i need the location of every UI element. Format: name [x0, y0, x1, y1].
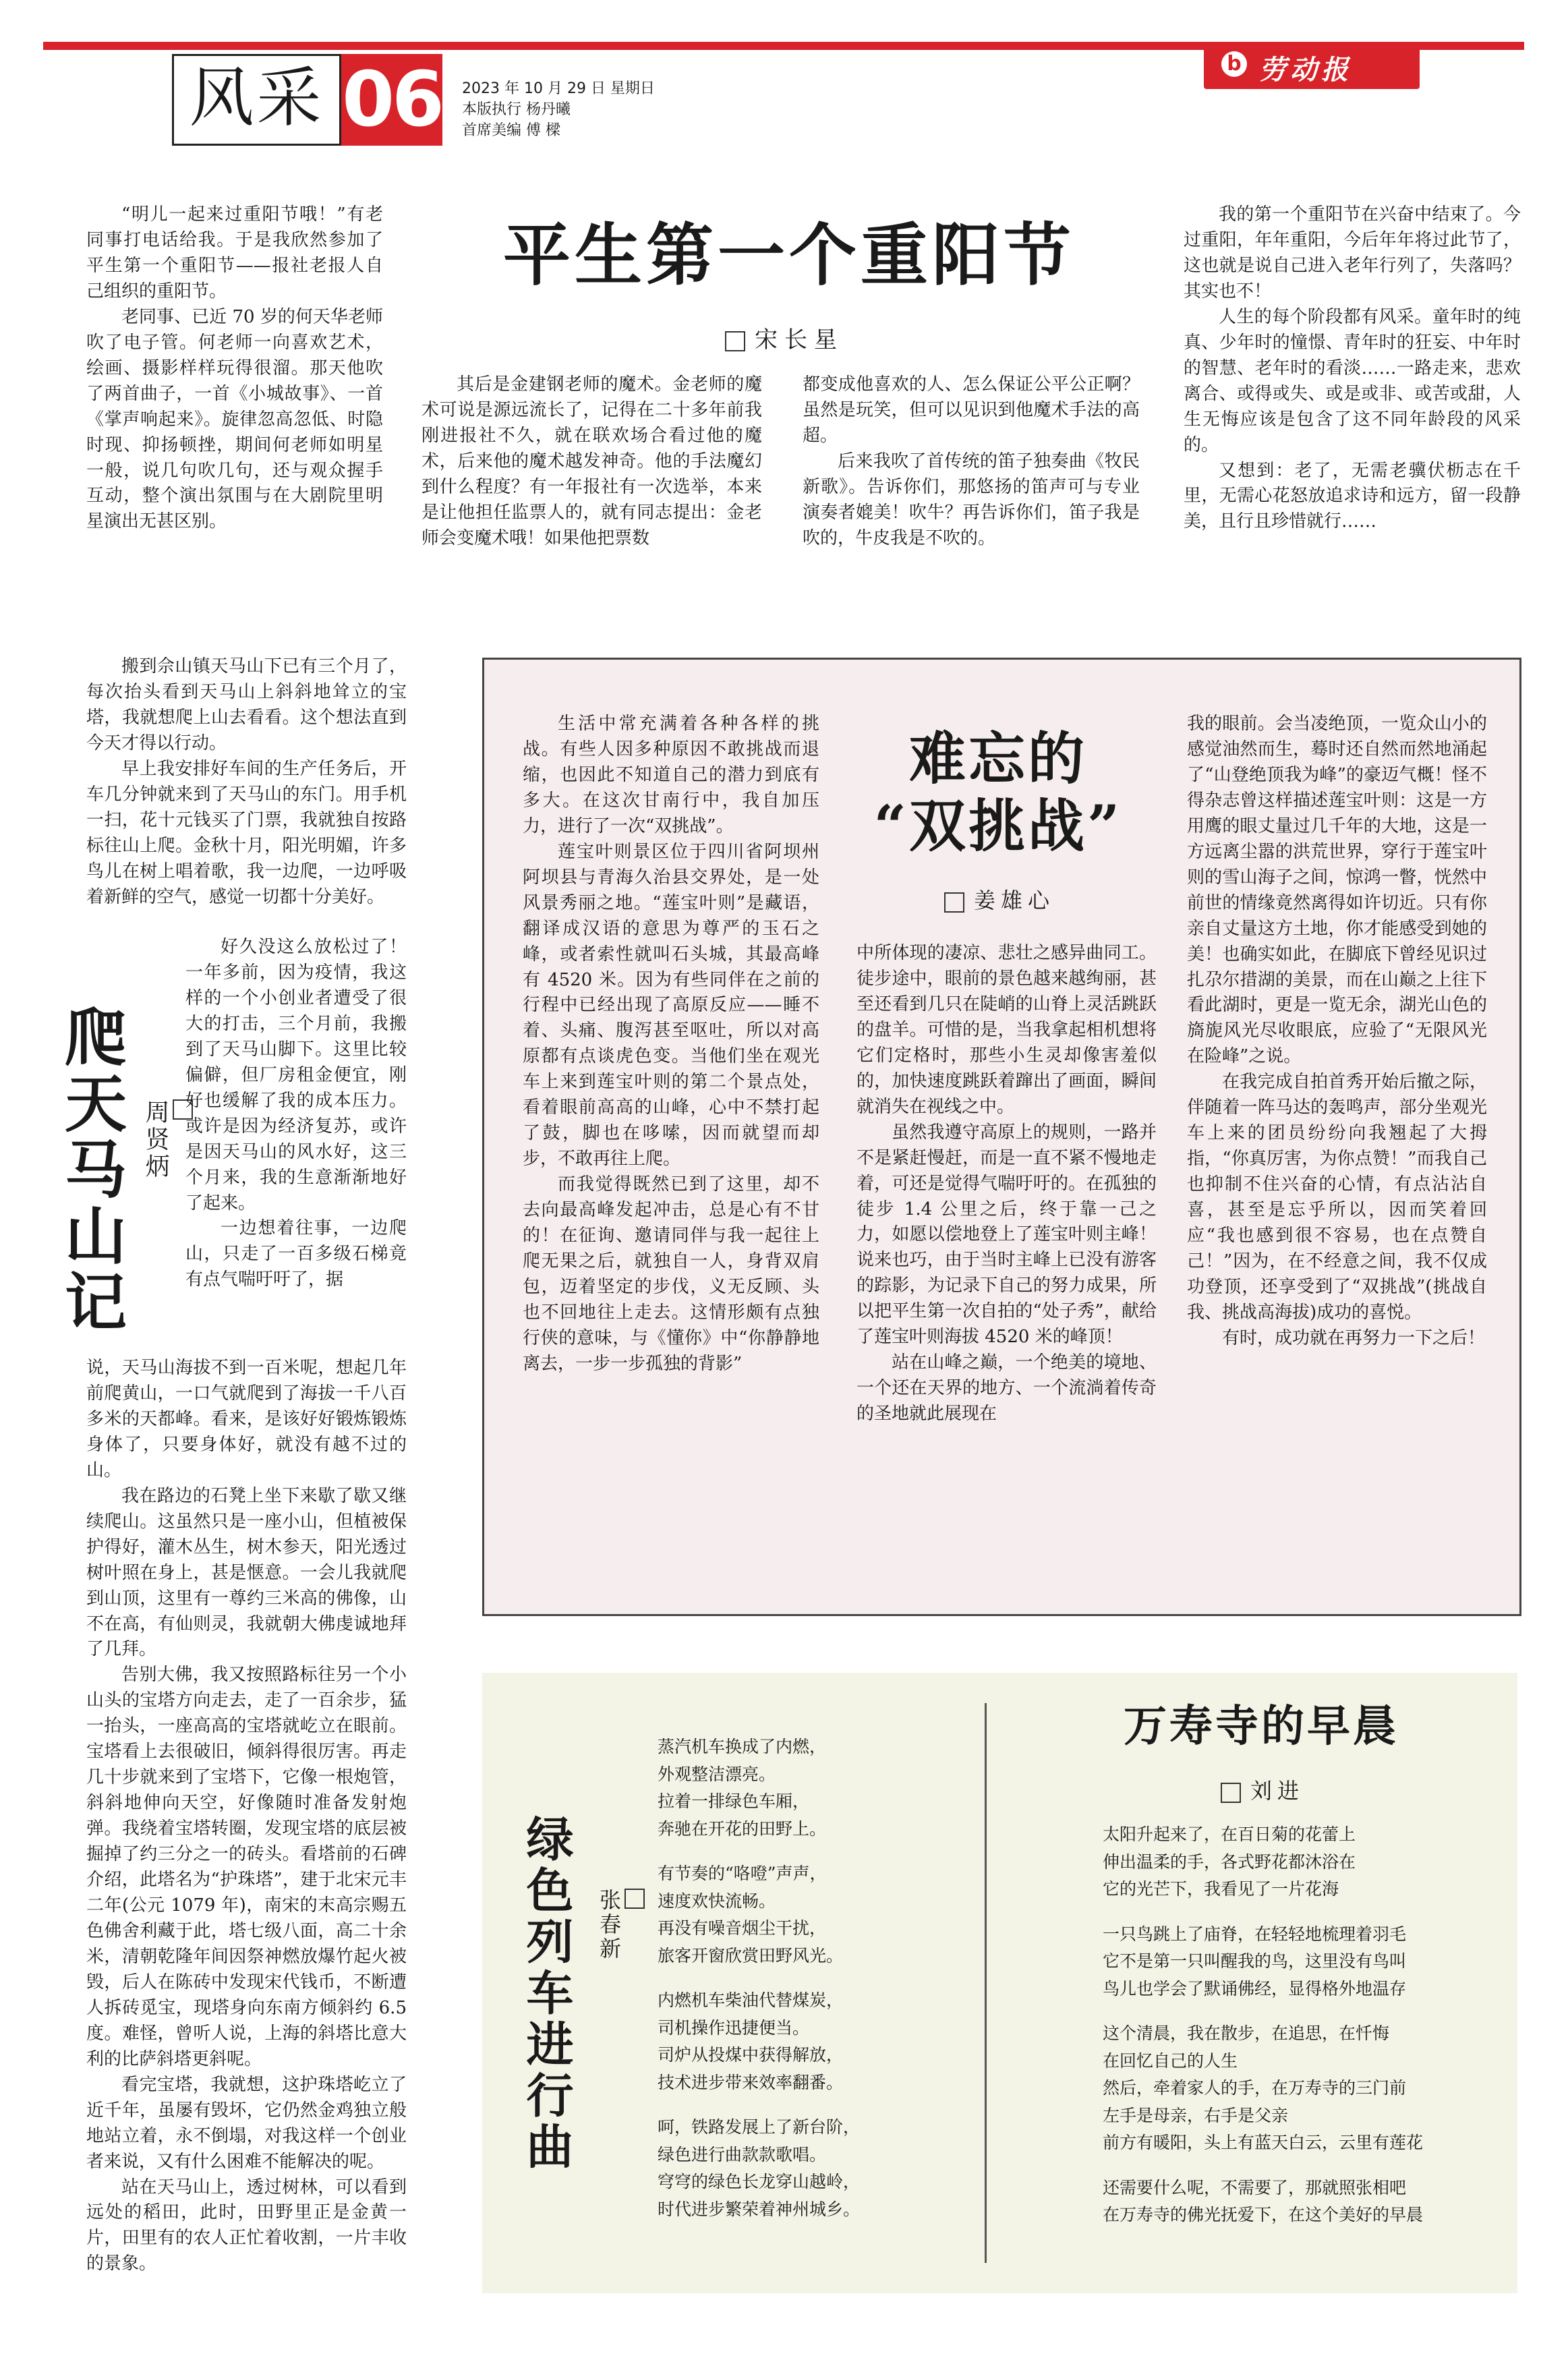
article3-col2 — [856, 941, 1157, 1427]
byline-box-icon — [1221, 1783, 1241, 1803]
stanza: 有节奏的“咯噔”声声， 速度欢快流畅。 再没有噪音烟尘干扰， 旅客开窗欣赏田野风光。 — [658, 1864, 844, 1965]
byline-box-icon — [725, 331, 745, 351]
paragraph: 又想到：老了，无需老骥伏枥志在千里，无需心花怒放追求诗和远方，留一段静美，且行且珍惜就行…… — [1184, 460, 1521, 532]
paragraph: 莲宝叶则景区位于四川省阿坝州阿坝县与青海久治县交界处，是一处风景秀丽之地。“莲宝叶则”是藏语，翻译成汉语的意思为尊严的玉石之峰，或者索性就叫石头城，其最高峰有 4520 米。因为有些同伴在之前的行程中已经出现了高原反应——睡不着、头痛、腹泻甚至呕吐，所以对高原都有点谈虎色变。当他们坐在观光车上来到莲宝叶则的第二个景点处，看着眼前高高的山峰，心中不禁打起了鼓，脚也在哆嗦，因而就望而却步，不敢再往上爬。 — [523, 841, 819, 1170]
article1-col4 — [1184, 202, 1521, 535]
article3-col3 — [1187, 712, 1487, 1352]
article3-byline — [944, 884, 1055, 915]
paragraph: 早上我安排好车间的生产任务后，开车几分钟就来到了天马山的东门。用手机一扫，花十元钱买了门票，我就独自按路标往山上爬。金秋十月，阳光明媚，许多鸟儿在树上唱着歌，我一边爬，一边呼吸着新鲜的空气，感觉一切都十分美好。 — [86, 758, 407, 907]
editor-credit: 本版执行 杨丹曦 — [462, 101, 571, 118]
article1-col1 — [86, 202, 383, 535]
article4-author: 张春新 — [596, 1889, 622, 1961]
article3-title-line2: “双挑战” — [873, 793, 1123, 859]
paragraph: 虽然我遵守高原上的规则，一路并不是紧赶慢赶，而是一直不紧不慢地走着，可还是觉得气喘吁吁的。在孤独的徒步 1.4 公里之后，终于靠一己之力，如愿以偿地登上了莲宝叶则主峰！说来也巧，由于当时主峰上已没有游客的踪影，为记录下自己的努力成果，所以把平生第一次自拍的“处子秀”，献给了莲宝叶则海拔 4520 米的峰顶！ — [856, 1122, 1157, 1348]
article5-poem — [1103, 1821, 1494, 2247]
paragraph: 说，天马山海拔不到一百米呢，想起几年前爬黄山，一口气就爬到了海拔一千八百多米的天都峰。看来，是该好好锻炼锻炼身体了，只要身体好，就没有越不过的山。 — [86, 1358, 407, 1481]
article2-title: 爬天马山记 — [55, 1005, 127, 1335]
stanza: 一只鸟跳上了庙脊，在轻轻地梳理着羽毛 它不是第一只叫醒我的鸟，这里没有鸟叫 鸟儿也学会了默诵佛经，显得格外地温存 — [1103, 1924, 1407, 1999]
paragraph: 生活中常充满着各种各样的挑战。有些人因多种原因不敢挑战而退缩，也因此不知道自己的潜力到底有多大。在这次甘南行中，我自加压力，进行了一次“双挑战”。 — [523, 714, 819, 836]
stanza: 这个清晨，我在散步，在追思，在忏悔 在回忆自己的人生 然后，牵着家人的手，在万寿寺的三门前 左手是母亲，右手是父亲 前方有暖阳，头上有蓝天白云，云里有莲花 — [1103, 2023, 1424, 2152]
issue-date: 2023 年 10 月 29 日 星期日 — [462, 80, 655, 97]
paragraph: “明儿一起来过重阳节哦！”有老同事打电话给我。于是我欣然参加了平生第一个重阳节——报社老报人自己组织的重阳节。 — [86, 204, 383, 301]
stanza: 太阳升起来了，在百日菊的花蕾上 伸出温柔的手，各式野花都沐浴在 它的光芒下，我看见了一片花海 — [1103, 1825, 1356, 1899]
page-number: 06 — [341, 54, 442, 146]
paragraph: 站在天马山上，透过树林，可以看到远处的稻田，此时，田野里正是金黄一片，田里有的农人正忙着收割，一片丰收的景象。 — [86, 2177, 407, 2274]
article2-author: 周贤炳 — [142, 1099, 169, 1180]
stanza: 呵，铁路发展上了新台阶， 绿色进行曲款款歌唱。 穹穹的绿色长龙穿山越岭， 时代进步繁荣着神州城乡。 — [658, 2117, 861, 2219]
paragraph: 我的第一个重阳节在兴奋中结束了。今过重阳，年年重阳，今后年年将过此节了，这也就是说自己进入老年行列了，失落吗？其实也不！ — [1184, 204, 1521, 301]
article1-col3 — [803, 372, 1140, 552]
logo-mark-icon: b — [1221, 51, 1247, 77]
paragraph: 在我完成自拍首秀开始后撤之际，伴随着一阵马达的轰鸣声，部分坐观光车上来的团员纷纷向我翘起了大拇指，“你真厉害，为你点赞！”而我自己也抑制不住兴奋的心情，有点沾沾自喜，甚至是忘乎所以，因而笑着回应“我也感到很不容易，也在点赞自己！”因为，在不经意之间，我不仅成功登顶，还享受到了“双挑战”(挑战自我、挑战高海拔)成功的喜悦。 — [1187, 1072, 1487, 1323]
section-name: 风采 — [189, 60, 324, 136]
paragraph: 中所体现的凄凉、悲壮之感异曲同工。徒步途中，眼前的景色越来越绚丽，甚至还看到几只在陡峭的山脊上灵活跳跃的盘羊。可惜的是，当我拿起相机想将它们定格时，那些小生灵却像害羞似的，加快速度跳跃着蹿出了画面，瞬间就消失在视线之中。 — [856, 943, 1157, 1117]
paragraph: 好久没这么放松过了！一年多前，因为疫情，我这样的一个小创业者遭受了很大的打击，三个月前，我搬到了天马山脚下。这里比较偏僻，但厂房租金便宜，刚好也缓解了我的成本压力。或许是因为经济复苏，或许是因天马山的风水好，这三个月来，我的生意渐渐地好了起来。 — [185, 937, 407, 1213]
article4-title: 绿色列车进行曲 — [519, 1814, 575, 2173]
paragraph: 我的眼前。会当凌绝顶，一览众山小的感觉油然而生，蓦时还自然而然地涌起了“山登绝顶我为峰”的豪迈气概！怪不得杂志曾这样描述莲宝叶则：这是一方用鹰的眼丈量过几千年的大地，这是一方远离尘嚣的洪荒世界，穿行于莲宝叶则的雪山海子之间，惊鸿一瞥，恍然中前世的情缘竟然离得如许切近。只有你亲自丈量这方土地，你才能感受到她的美！也确实如此，在脚底下曾经见识过扎尕尔措湖的美景，而在山巅之上往下看此湖时，更是一览无余，湖光山色的旖旎风光尽收眼底，应验了“无限风光在险峰”之说。 — [1187, 714, 1487, 1067]
article3-title — [850, 725, 1146, 860]
article5-title: 万寿寺的早晨 — [1124, 1701, 1399, 1752]
paragraph: 都变成他喜欢的人、怎么保证公平公正啊？虽然是玩笑，但可以见识到他魔术手法的高超。 — [803, 374, 1140, 446]
article2-top — [86, 654, 407, 911]
newspaper-logo — [1204, 45, 1420, 89]
paragraph: 看完宝塔，我就想，这护珠塔屹立了近千年，虽屡有毁坏，它仍然金鸡独立般地站立着，永不倒塌，对我这样一个创业者来说，又有什么困难不能解决的呢。 — [86, 2074, 407, 2172]
article3-author: 姜雄心 — [974, 888, 1055, 913]
paragraph: 人生的每个阶段都有风采。童年时的纯真、少年时的憧憬、青年时的狂妄、中年时的智慧、老年时的看淡……一路走来，悲欢离合、或得或失、或是或非、或苦或甜，人生无悔应该是包含了这不同年龄段的风采的。 — [1184, 306, 1521, 455]
byline-box-icon — [944, 892, 964, 913]
article1-author: 宋长星 — [755, 326, 844, 353]
paragraph: 老同事、已近 70 岁的何天华老师吹了电子管。何老师一向喜欢艺术，绘画、摄影样样玩得很溜。那天他吹了两首曲子，一首《小城故事》、一首《掌声响起来》。旋律忽高忽低、时隐时现、抑扬顿挫，期间何老师如明星一般，说几句吹几句，还与观众握手互动，整个演出氛围与在大剧院里明星演出无甚区别。 — [86, 306, 383, 532]
logo-text: 劳动报 — [1259, 54, 1352, 86]
article3-title-line1: 难忘的 — [908, 725, 1087, 792]
paragraph: 站在山峰之巅，一个绝美的境地、一个还在天界的地方、一个流淌着传奇的圣地就此展现在 — [856, 1352, 1157, 1425]
article1-col2 — [422, 372, 762, 552]
paragraph: 告别大佛，我又按照路标往另一个小山头的宝塔方向走去，走了一百余步，猛一抬头，一座高高的宝塔就屹立在眼前。宝塔看上去很破旧，倾斜得很厉害。再走几十步就来到了宝塔下，它像一根炮管，斜斜地伸向天空，好像随时准备发射炮弹。我绕着宝塔转圈，发现宝塔的底层被掘掉了约三分之一的砖头。看塔前的石碑介绍，此塔名为“护珠塔”，建于北宋元丰二年(公元 1079 年)，南宋的末高宗赐五色佛舍利藏于此，塔七级八面，高二十余米，清朝乾隆年间因祭神燃放爆竹起火被毁，后人在陈砖中发现宋代钱币，不断遭人拆砖觅宝，现塔身向东南方倾斜约 6.5 度。难怪，曾听人说，上海的斜塔比意大利的比萨斜塔更斜呢。 — [86, 1665, 407, 2069]
article1-title: 平生第一个重阳节 — [503, 215, 1075, 295]
article1-byline — [725, 321, 844, 354]
issue-info — [462, 78, 655, 141]
section-label-box — [172, 54, 341, 146]
stanza: 还需要什么呢，不需要了，那就照张相吧 在万寿寺的佛光抚爱下，在这个美好的早晨 — [1103, 2177, 1424, 2224]
byline-box-icon — [625, 1889, 645, 1909]
article4-byline — [593, 1889, 645, 1961]
paragraph: 而我觉得既然已到了这里，却不去向最高峰发起冲击，总是心有不甘的！在征询、邀请同伴与我一起往上爬无果之后，就独自一人，身背双肩包，迈着坚定的步伐，义无反顾、头也不回地往上走去。这情形颇有点独行侠的意味，与《懂你》中“你静静地离去，一步一步孤独的背影” — [523, 1174, 819, 1374]
article2-narrow — [185, 935, 407, 1293]
stanza: 内燃机车柴油代替煤炭， 司机操作迅捷便当。 司炉从投煤中获得解放， 技术进步带来效率翻番。 — [658, 1990, 844, 2092]
paragraph: 后来我吹了首传统的笛子独奏曲《牧民新歌》。告诉你们，那悠扬的笛声可与专业演奏者媲美！吹牛？再告诉你们，笛子我是吹的，牛皮我是不吹的。 — [803, 451, 1140, 548]
paragraph: 搬到佘山镇天马山下已有三个月了，每次抬头看到天马山上斜斜地耸立的宝塔，我就想爬上山去看看。这个想法直到今天才得以行动。 — [86, 656, 407, 753]
article4-poem — [658, 1733, 954, 2241]
paragraph: 一边想着往事，一边爬山，只走了一百多级石梯竟有点气喘吁吁了，据 — [185, 1218, 407, 1290]
article2-byline — [138, 1099, 193, 1180]
article5-byline — [1221, 1774, 1304, 1805]
designer-credit: 首席美编 傅 樑 — [462, 122, 560, 139]
article3-col1 — [523, 712, 819, 1377]
article5-author: 刘进 — [1250, 1778, 1305, 1804]
article2-bottom — [86, 1356, 407, 2277]
stanza: 蒸汽机车换成了内燃， 外观整洁漂亮。 拉着一排绿色车厢， 奔驰在开花的田野上。 — [658, 1737, 827, 1839]
poems-divider — [985, 1703, 987, 2263]
paragraph: 我在路边的石凳上坐下来歇了歇又继续爬山。这虽然只是一座小山，但植被保护得好，灌木丛生，树木参天，阳光透过树叶照在身上，甚是惬意。一会儿我就爬到山顶，这里有一尊约三米高的佛像，山不在高，有仙则灵，我就朝大佛虔诚地拜了几拜。 — [86, 1485, 407, 1660]
paragraph: 有时，成功就在再努力一下之后！ — [1222, 1327, 1486, 1348]
paragraph: 其后是金建钢老师的魔术。金老师的魔术可说是源远流长了，记得在二十多年前我刚进报社不久，就在联欢场合看过他的魔术，后来他的魔术越发神奇。他的手法魔幻到什么程度？有一年报社有一次选举，本来是让他担任监票人的，就有同志提出：金老师会变魔术哦！如果他把票数 — [422, 374, 762, 548]
